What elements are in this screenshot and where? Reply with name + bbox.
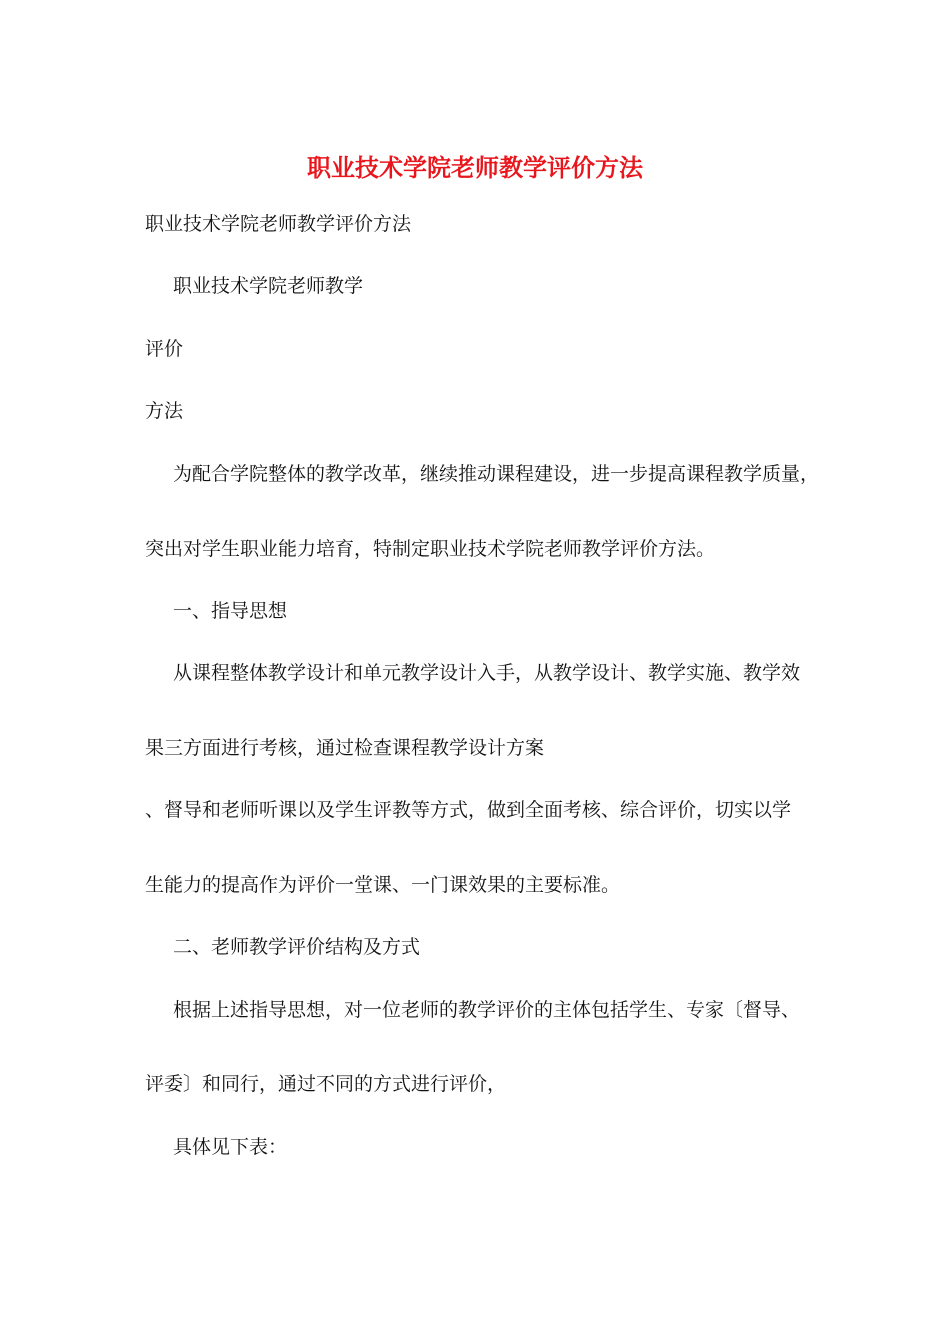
paragraph-line: 评委〕和同行，通过不同的方式进行评价， <box>145 1073 507 1095</box>
section-heading: 二、老师教学评价结构及方式 <box>173 936 421 958</box>
paragraph-line: 、督导和老师听课以及学生评教等方式，做到全面考核、综合评价，切实以学 <box>145 799 792 821</box>
paragraph-line: 为配合学院整体的教学改革，继续推动课程建设，进一步提高课程教学质量， <box>173 463 820 485</box>
heading-line: 评价 <box>145 338 184 360</box>
paragraph-line: 根据上述指导思想，对一位老师的教学评价的主体包括学生、专家〔督导、 <box>173 999 801 1021</box>
document-title: 职业技术学院老师教学评价方法 <box>307 153 643 182</box>
paragraph-line: 突出对学生职业能力培育，特制定职业技术学院老师教学评价方法。 <box>145 538 716 560</box>
heading-line: 方法 <box>145 400 184 422</box>
paragraph-line: 生能力的提高作为评价一堂课、一门课效果的主要标准。 <box>145 874 621 896</box>
heading-line: 职业技术学院老师教学 <box>173 275 364 297</box>
paragraph-line: 从课程整体教学设计和单元教学设计入手，从教学设计、教学实施、教学效 <box>173 662 801 684</box>
paragraph-line: 果三方面进行考核，通过检查课程教学设计方案 <box>145 737 545 759</box>
section-heading: 一、指导思想 <box>173 600 288 622</box>
paragraph-line: 具体见下表： <box>173 1136 288 1158</box>
subtitle-line: 职业技术学院老师教学评价方法 <box>145 213 412 235</box>
